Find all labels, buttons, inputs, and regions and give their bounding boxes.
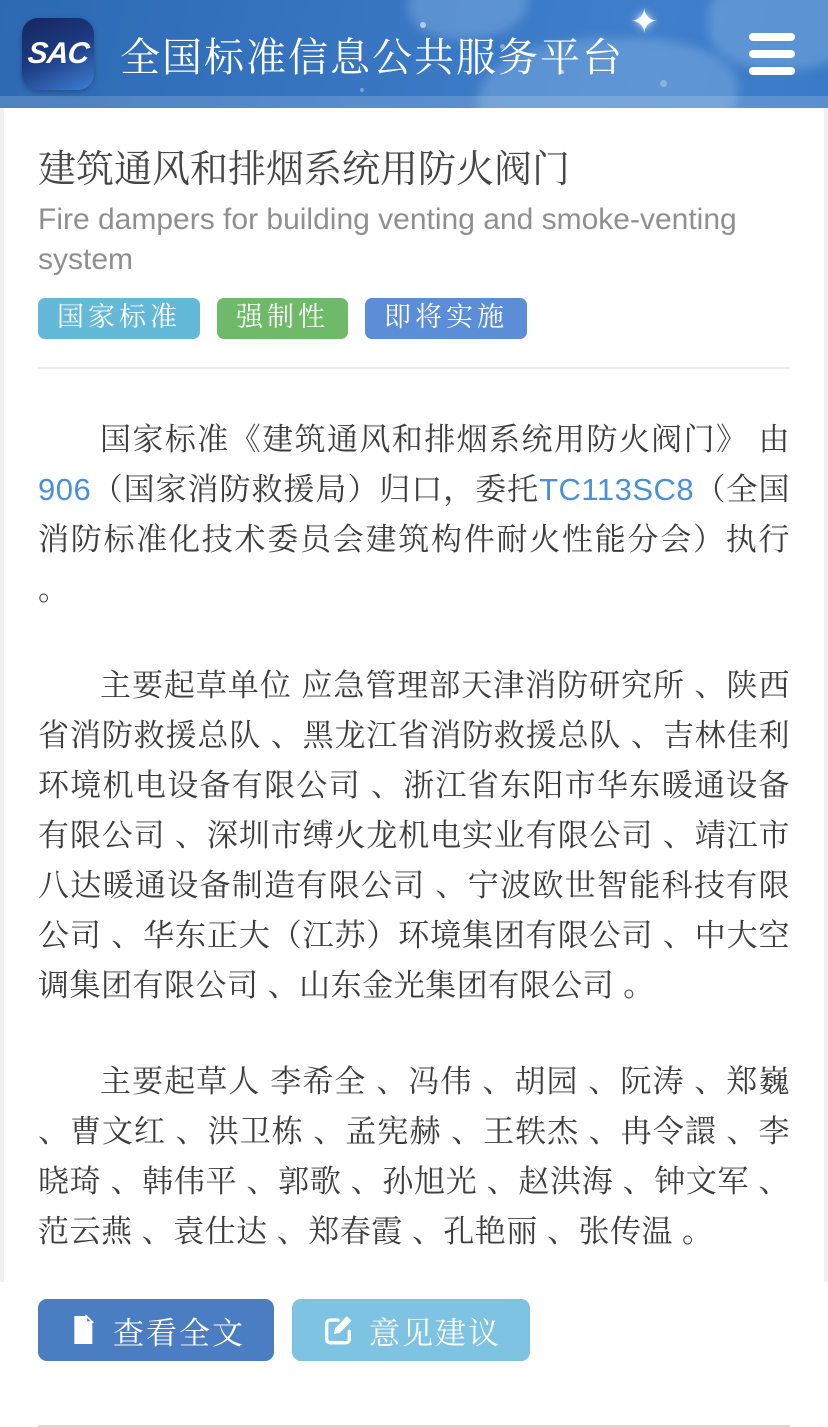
- paragraph-centralized-unit: [38, 415, 790, 615]
- page-edge: [824, 108, 828, 1282]
- paragraph-drafting-organizations: 主要起草单位 应急管理部天津消防研究所 、陕西省消防救援总队 、黑龙江省消防救援总队 、吉林佳利环境机电设备有限公司 、浙江省东阳市华东暖通设备有限公司 、深圳市缚火龙机电实业有限公司 、靖江市八达暖通设备制造有限公司 、宁波欧世智能科技有限公司 、华东正大（江苏）环境集团有限公司 、中大空调集团有限公司 、山东金光集团有限公司 。: [38, 668, 790, 1003]
- dot-decoration: [660, 80, 667, 87]
- app-header: [0, 0, 828, 108]
- page-edge: [0, 108, 4, 1282]
- paragraph-text: （国家消防救援局）归口，委托: [91, 472, 540, 507]
- divider-top: [38, 367, 790, 369]
- link-tc113sc8[interactable]: TC113SC8: [539, 472, 695, 507]
- standard-title-en: Fire dampers for building venting and smoke-venting system: [38, 203, 737, 276]
- standard-detail: [0, 146, 828, 1427]
- feedback-button[interactable]: [292, 1299, 530, 1361]
- edit-icon: [321, 1313, 355, 1347]
- badge-national-standard: 国家标准: [38, 298, 200, 339]
- document-icon: [67, 1314, 99, 1346]
- menu-bar: [749, 67, 795, 75]
- badge-row: [38, 298, 790, 339]
- platform-title: 全国标准信息公共服务平台: [120, 35, 624, 80]
- sparkle-icon: ✦: [630, 3, 659, 41]
- sac-logo-text: SAC: [26, 37, 90, 70]
- paragraph-text: 国家标准《建筑通风和排烟系统用防火阀门》 由: [100, 422, 790, 457]
- menu-bar: [749, 33, 795, 41]
- badge-upcoming-implementation: 即将实施: [365, 298, 527, 339]
- menu-bar: [749, 50, 795, 58]
- view-full-text-button[interactable]: [38, 1299, 274, 1361]
- dot-decoration: [360, 88, 364, 92]
- view-full-text-label: 查看全文: [113, 1315, 245, 1351]
- feedback-label: 意见建议: [369, 1315, 501, 1351]
- action-row: [38, 1299, 790, 1361]
- standard-title-zh: 建筑通风和排烟系统用防火阀门: [38, 149, 571, 191]
- paragraph-drafters: 主要起草人 李希全 、冯伟 、胡园 、阮涛 、郑巍 、曹文红 、洪卫栋 、孟宪赫 、王轶杰 、冉令譞 、李晓琦 、韩伟平 、郭歌 、孙旭光 、赵洪海 、钟文军 、范云燕 、袁仕达 、郑春霞 、孔艳丽 、张传温 。: [38, 1064, 790, 1249]
- sac-logo[interactable]: [22, 18, 94, 90]
- badge-mandatory: 强制性: [217, 298, 348, 339]
- link-906[interactable]: 906: [38, 472, 92, 507]
- menu-icon[interactable]: [749, 33, 795, 75]
- paragraph-text: （全国消防标准化技术委员会建筑构件耐火性能分会）执行 。: [38, 472, 791, 607]
